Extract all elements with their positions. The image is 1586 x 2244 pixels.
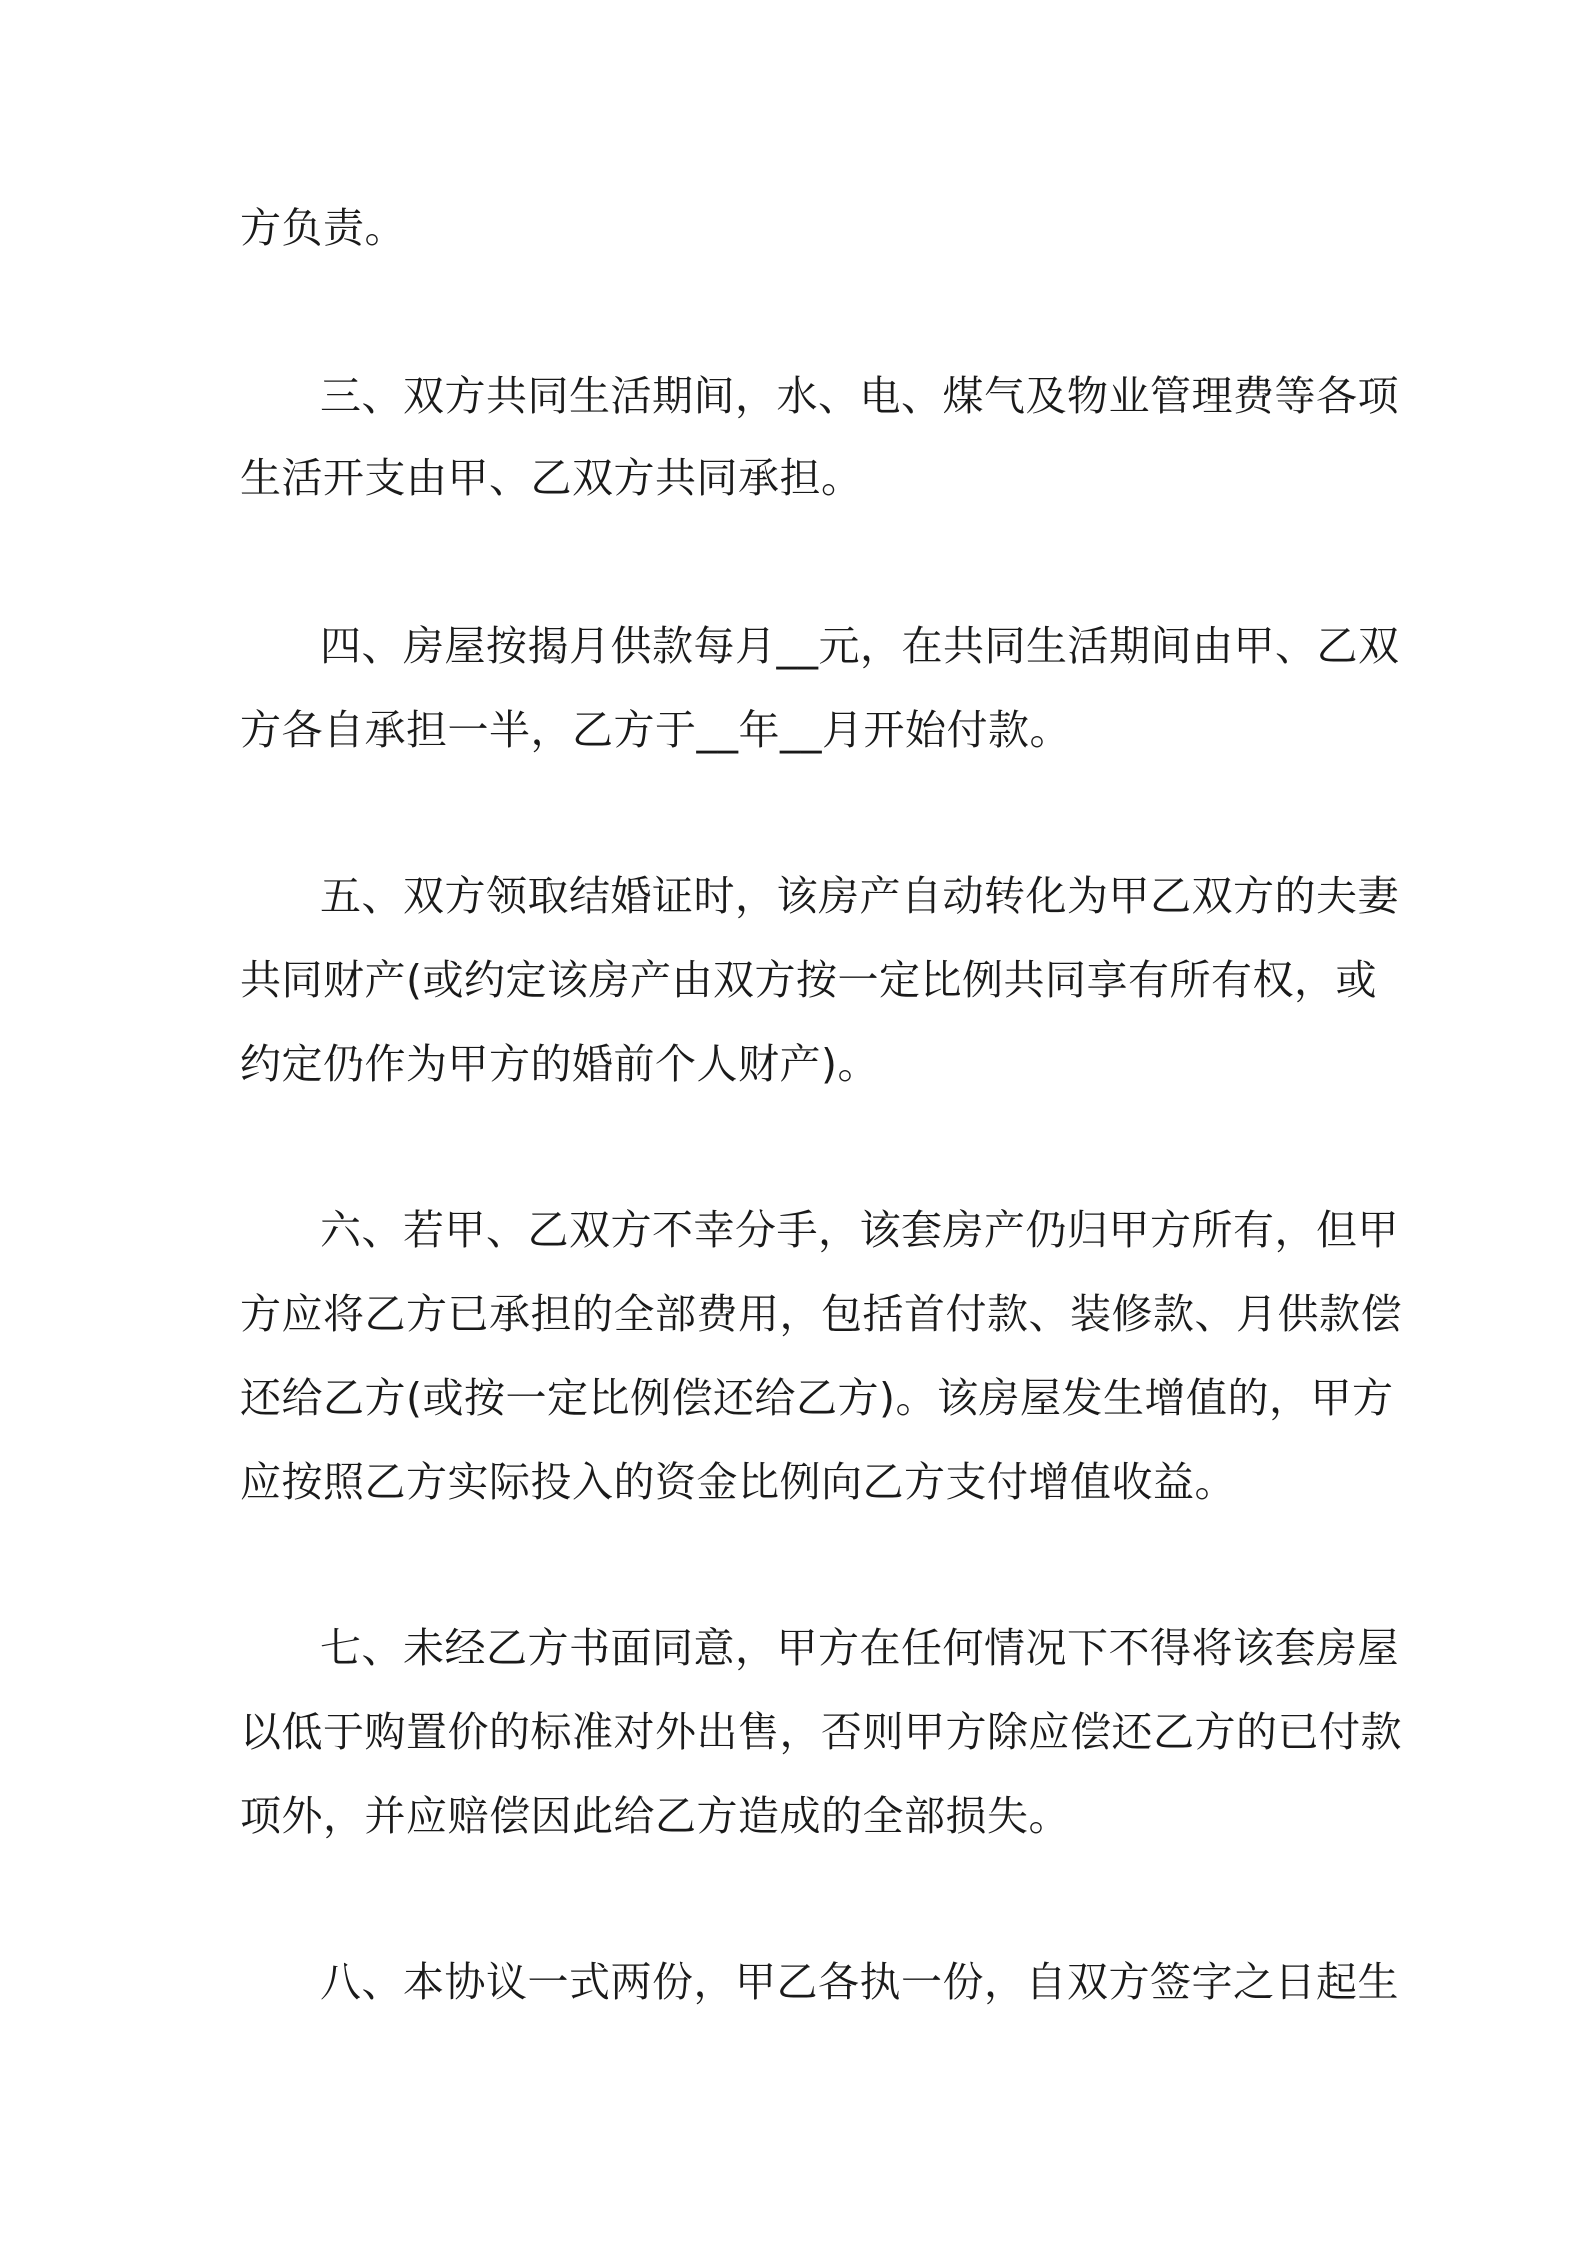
clause-7-line-1: 七、未经乙方书面同意，甲方在任何情况下不得将该套房屋 <box>320 1624 1399 1672</box>
clause-3-line-2: 生活开支由甲、乙双方共同承担。 <box>240 454 863 502</box>
clause-6-line-4: 应按照乙方实际投入的资金比例向乙方支付增值收益。 <box>240 1458 1236 1506</box>
clause-4-line-1: 四、房屋按揭月供款每月__元，在共同生活期间由甲、乙双 <box>320 622 1400 670</box>
clause-6-line-3: 还给乙方(或按一定比例偿还给乙方)。该房屋发生增值的，甲方 <box>240 1374 1394 1422</box>
clause-3-line-1: 三、双方共同生活期间，水、电、煤气及物业管理费等各项 <box>320 372 1399 420</box>
clause-4-line-2: 方各自承担一半，乙方于__年__月开始付款。 <box>240 706 1071 754</box>
clause-6-line-1: 六、若甲、乙双方不幸分手，该套房产仍归甲方所有，但甲 <box>320 1206 1399 1254</box>
clause-6-line-2: 方应将乙方已承担的全部费用，包括首付款、装修款、月供款偿 <box>240 1290 1402 1338</box>
clause-5-line-3: 约定仍作为甲方的婚前个人财产)。 <box>240 1040 879 1088</box>
clause-7-line-2: 以低于购置价的标准对外出售，否则甲方除应偿还乙方的已付款 <box>240 1708 1402 1756</box>
clause-5-line-2: 共同财产(或约定该房产由双方按一定比例共同享有所有权，或 <box>240 956 1377 1004</box>
clause-5-line-1: 五、双方领取结婚证时，该房产自动转化为甲乙双方的夫妻 <box>320 872 1399 920</box>
clause-8-line-1: 八、本协议一式两份，甲乙各执一份，自双方签字之日起生 <box>320 1958 1399 2006</box>
text-line: 方负责。 <box>240 204 406 252</box>
clause-7-line-3: 项外，并应赔偿因此给乙方造成的全部损失。 <box>240 1792 1070 1840</box>
